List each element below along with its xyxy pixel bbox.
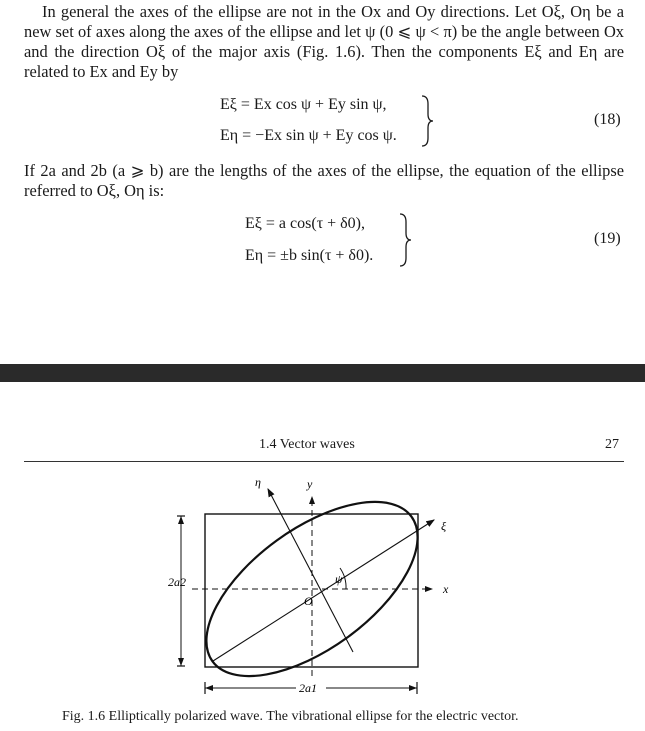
figure-caption: Fig. 1.6 Elliptically polarized wave. The vibrational ellipse for the electric vector. <box>62 709 519 724</box>
height-label: 2a2 <box>168 575 186 589</box>
page-break-bar <box>0 364 645 382</box>
equation-19-line-2: Eη = ±b sin(τ + δ0). <box>245 247 374 264</box>
body-paragraph-1: In general the axes of the ellipse are not in the Ox and Oy directions. Let Oξ, Oη be a new set of axes along the axes of the ellipse and let ψ (0 ⩽ ψ < π) be the angle between Ox and the direction Oξ of the major axis (Fig. 1.6). Then the components Eξ and Eη are related to Ex and Ey by <box>24 2 624 81</box>
header-rule <box>24 461 624 462</box>
equation-18-line-1: Eξ = Ex cos ψ + Ey sin ψ, <box>220 96 387 113</box>
equation-18-number: (18) <box>594 111 621 128</box>
brace-19 <box>396 212 416 268</box>
body-paragraph-2: If 2a and 2b (a ⩾ b) are the lengths of the axes of the ellipse, the equation of the ellipse referred to Oξ, Oη is: <box>24 161 624 200</box>
equation-18-line-2: Eη = −Ex sin ψ + Ey cos ψ. <box>220 127 397 144</box>
equation-19-line-1: Eξ = a cos(τ + δ0), <box>245 215 366 232</box>
xi-label: ξ <box>441 519 447 533</box>
x-label: x <box>443 582 449 596</box>
y-label: y <box>307 477 313 491</box>
page-number: 27 <box>605 437 619 452</box>
psi-label: ψ <box>335 572 343 586</box>
width-label: 2a1 <box>299 681 317 695</box>
running-head: 1.4 Vector waves <box>259 437 355 452</box>
equation-19-number: (19) <box>594 230 621 247</box>
brace-18 <box>418 94 438 148</box>
origin-label: O <box>304 594 313 608</box>
eta-label: η <box>255 475 261 489</box>
xi-axis <box>213 520 434 661</box>
figure-1-6 <box>0 470 645 705</box>
